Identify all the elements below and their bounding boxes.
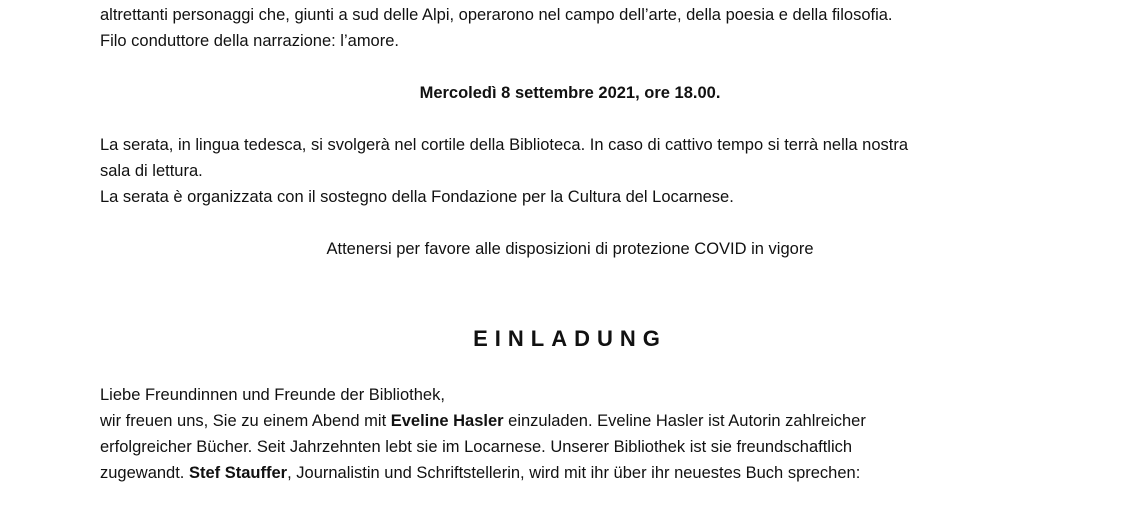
paragraph-text: einzuladen. Eveline Hasler ist Autorin zahlreicher <box>503 412 866 430</box>
paragraph-text: zugewandt. <box>100 464 189 482</box>
paragraph-text: , Journalistin und Schriftstellerin, wird mit ihr über ihr neuestes Buch sprechen: <box>287 464 861 482</box>
paragraph-line-1 <box>100 408 866 434</box>
intro-line-1: altrettanti personaggi che, giunti a sud delle Alpi, operarono nel campo dell’arte, della poesia e della filosofia. <box>100 6 893 24</box>
greeting: Liebe Freundinnen und Freunde der Bibliothek, <box>100 386 445 404</box>
info-line-2: sala di lettura. <box>100 162 203 180</box>
author-name: Eveline Hasler <box>390 412 504 430</box>
event-date: Mercoledì 8 settembre 2021, ore 18.00. <box>419 84 721 102</box>
info-line-3: La serata è organizzata con il sostegno della Fondazione per la Cultura del Locarnese. <box>100 188 734 206</box>
intro-line-2: Filo conduttore della narrazione: l’amore. <box>100 32 399 50</box>
paragraph-line-2: erfolgreicher Bücher. Seit Jahrzehnten lebt sie im Locarnese. Unserer Bibliothek ist sie freundschaftlich <box>100 438 853 456</box>
invitation-heading: EINLADUNG <box>473 326 667 351</box>
covid-note: Attenersi per favore alle disposizioni di protezione COVID in vigore <box>326 240 814 258</box>
paragraph-line-3 <box>100 460 860 486</box>
info-line-1: La serata, in lingua tedesca, si svolgerà nel cortile della Biblioteca. In caso di cattivo tempo si terrà nella nostra <box>100 136 909 154</box>
paragraph-text: wir freuen uns, Sie zu einem Abend mit <box>100 412 391 430</box>
journalist-name: Stef Stauffer <box>188 464 288 482</box>
